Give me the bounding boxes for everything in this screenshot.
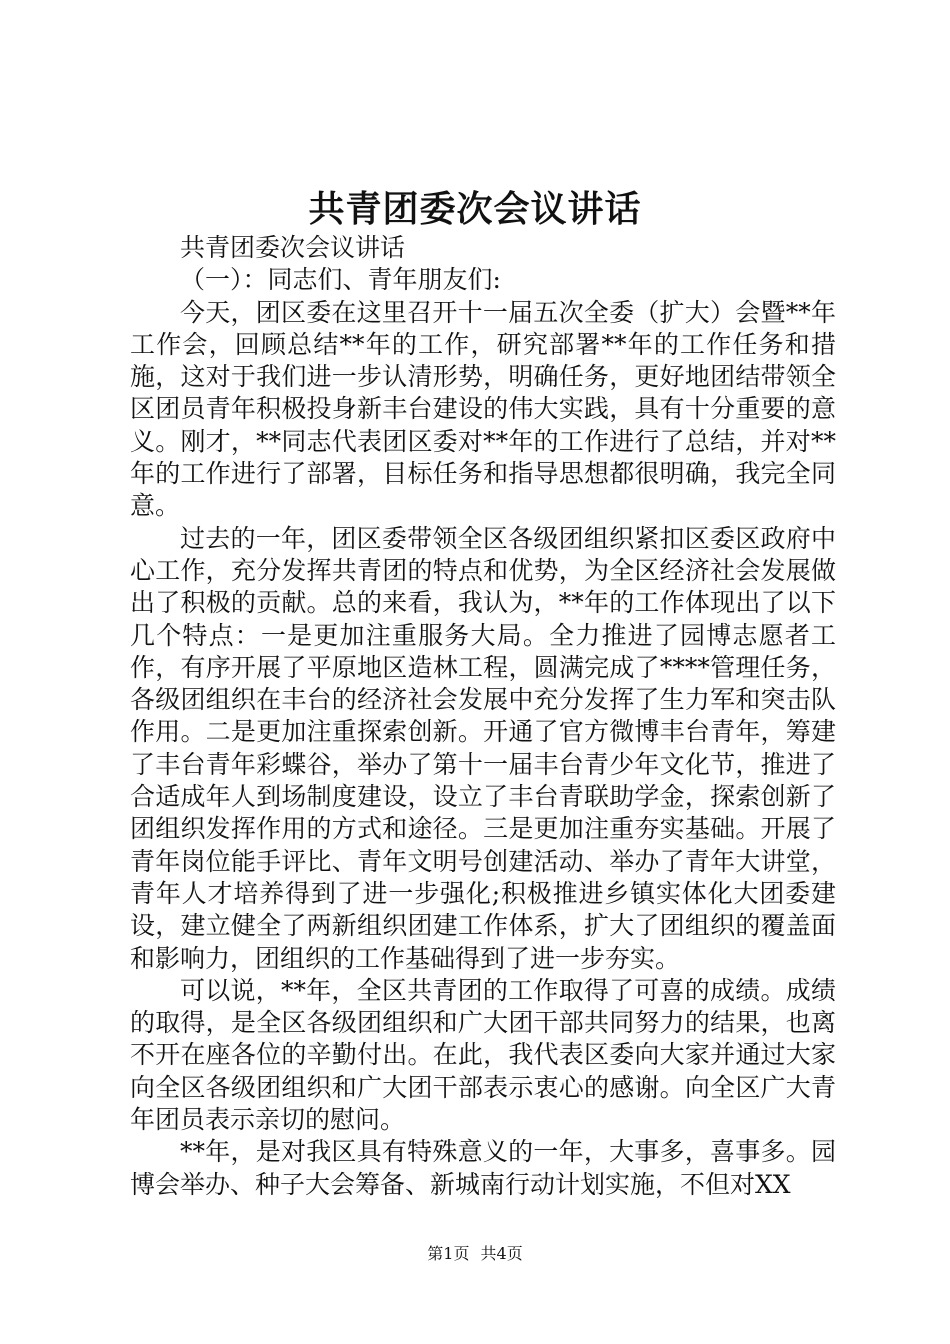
paragraph: 过去的一年，团区委带领全区各级团组织紧扣区委区政府中心工作，充分发挥共青团的特点和优势，为全区经济社会发展做出了积极的贡献。总的来看，我认为，**年的工作体现出了以下几个特点：一是更加注重服务大局。全力推进了园博志愿者工作，有序开展了平原地区造林工程，圆满完成了****管理任务，各级团组织在丰台的经济社会发展中充分发挥了生力军和突击队作用。二是更加注重探索创新。开通了官方微博丰台青年，筹建了丰台青年彩蝶谷，举办了第十一届丰台青少年文化节，推进了合适成年人到场制度建设，设立了丰台青联助学金，探索创新了团组织发挥作用的方式和途径。三是更加注重夯实基础。开展了青年岗位能手评比、青年文明号创建活动、举办了青年大讲堂，青年人才培养得到了进一步强化;积极推进乡镇实体化大团委建设，建立健全了两新组织团建工作体系，扩大了团组织的覆盖面和影响力，团组织的工作基础得到了进一步夯实。 xyxy=(130,523,836,973)
paragraph: 可以说，**年，全区共青团的工作取得了可喜的成绩。成绩的取得，是全区各级团组织和广大团干部共同努力的结果，也离不开在座各位的辛勤付出。在此，我代表区委向大家并通过大家向全区各级团组织和广大团干部表示衷心的感谢。向全区广大青年团员表示亲切的慰问。 xyxy=(130,975,836,1135)
paragraph-subtitle: 共青团委次会议讲话 xyxy=(180,233,406,262)
document-title: 共青团委次会议讲话 xyxy=(308,188,642,230)
page-footer xyxy=(0,1244,950,1264)
page-total: 共4页 xyxy=(480,1244,523,1263)
paragraph-greeting: （一）：同志们、青年朋友们: xyxy=(180,265,501,295)
page-number: 第1页 xyxy=(427,1244,470,1263)
document-body xyxy=(130,232,836,1201)
paragraph: 今天，团区委在这里召开十一届五次全委（扩大）会暨**年工作会，回顾总结**年的工作，研究部署**年的工作任务和措施，这对于我们进一步认清形势，明确任务，更好地团结带领全区团员青年积极投身新丰台建设的伟大实践，具有十分重要的意义。刚才，**同志代表团区委对**年的工作进行了总结，并对**年的工作进行了部署，目标任务和指导思想都很明确，我完全同意。 xyxy=(130,297,836,521)
paragraph: **年，是对我区具有特殊意义的一年，大事多，喜事多。园博会举办、种子大会筹备、新城南行动计划实施，不但对XX xyxy=(130,1137,836,1199)
